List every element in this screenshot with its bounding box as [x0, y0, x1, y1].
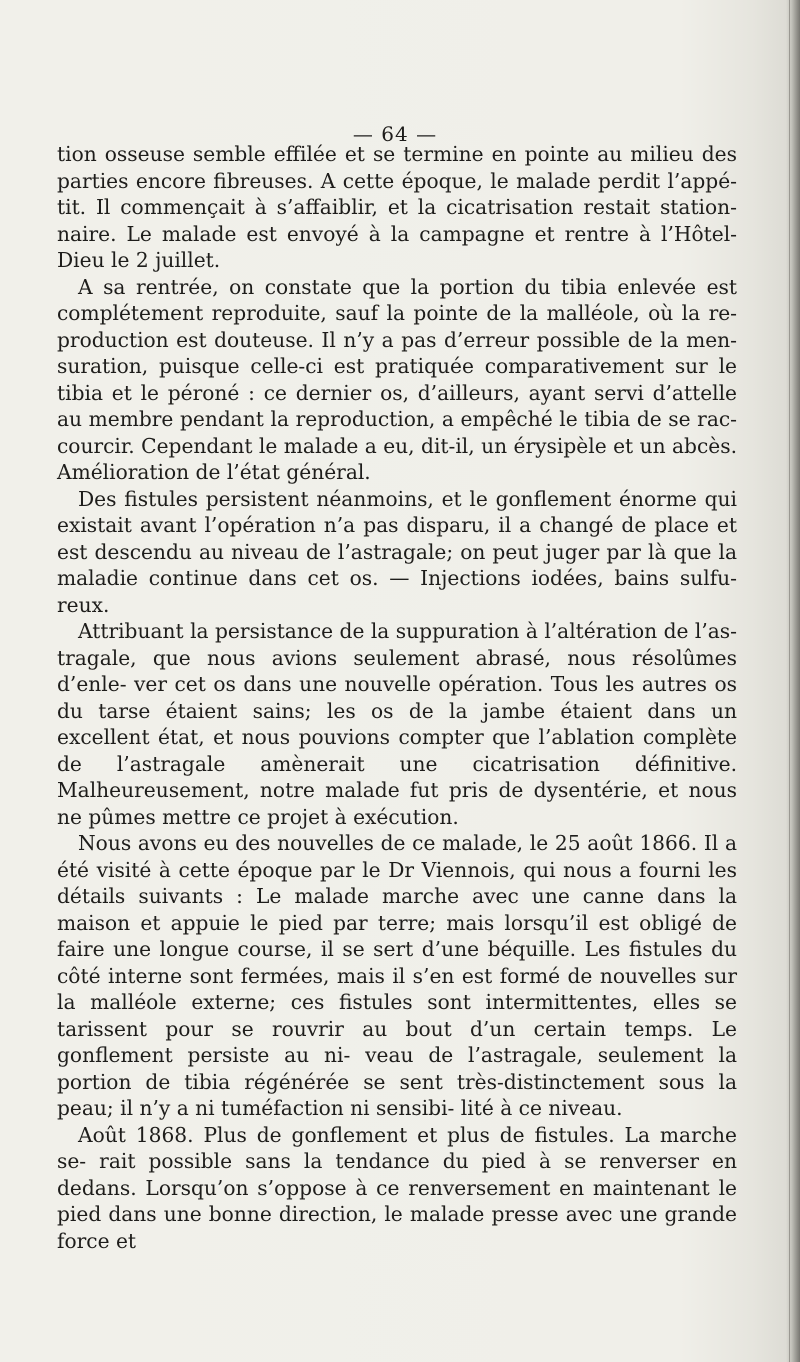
paragraph-5: Nous avons eu des nouvelles de ce malade, le 25 août 1866. Il a été visité à cette époque par le Dr Viennois, qui nous a fourni les détails suivants : Le malade marche avec une canne dans la maison et appuie le pied par terre; mais lorsqu’il est obligé de faire une longue course, il se sert d’une béquille. Les fistules du côté interne sont fermées, mais il s’en est formé de nouvelles sur la malléole externe; ces fistules sont intermittentes, elles se tarissent pour se rouvrir au bout d’un certain temps. Le gonflement persiste au ni- veau de l’astragale, seulement la portion de tibia régénérée se sent très-distinctement sous la peau; il n’y a ni tuméfaction ni sensibi- lité à ce niveau. — [57, 831, 737, 1120]
page-number: — 64 — — [352, 122, 438, 146]
paragraph-3: Des fistules persistent néanmoins, et le gonflement énorme qui existait avant l’opération n’a pas disparu, il a changé de place et est descendu au niveau de l’astragale; on peut juger par là que la maladie continue dans cet os. — Injections iodées, bains sulfu- reux. — [57, 486, 737, 617]
paragraph-2: A sa rentrée, on constate que la portion du tibia enlevée est complétement reproduite, sauf la pointe de la malléole, où la re- production est douteuse. Il n’y a pas d’erreur possible de la men- suration, puisque celle-ci est pratiquée comparativement sur le tibia et le péroné : ce dernier os, d’ailleurs, ayant servi d’attelle au membre pendant la reproduction, a empêché le tibia de se rac- courcir. Cependant le malade a eu, dit-il, un érysipèle et un abcès. Amélioration de l’état général. — [57, 274, 737, 484]
paragraph-6: Août 1868. Plus de gonflement et plus de fistules. La marche se- rait possible sans la tendance du pied à se renverser en dedans. Lorsqu’on s’oppose à ce renversement en maintenant le pied dans une bonne direction, le malade presse avec une grande force et — [57, 1122, 737, 1253]
paragraph-4: Attribuant la persistance de la suppuration à l’altération de l’as- tragale, que nous avions seulement abrasé, nous résolûmes d’enle- ver cet os dans une nouvelle opération. Tous les autres os du tarse étaient sains; les os de la jambe étaient dans un excellent état, et nous pouvions compter que l’ablation complète de l’astragale amènerait une cicatrisation définitive. Malheureusement, notre malade fut pris de dysentérie, et nous ne pûmes mettre ce projet à exécution. — [57, 619, 737, 829]
body-text — [57, 141, 737, 1254]
page-edge-line — [789, 0, 790, 1362]
paragraph-1: tion osseuse semble effilée et se termine en pointe au milieu des parties encore fibreuses. A cette époque, le malade perdit l’appé- tit. Il commençait à s’affaiblir, et la cicatrisation restait station- naire. Le malade est envoyé à la campagne et rentre à l’Hôtel-Dieu le 2 juillet. — [57, 142, 737, 272]
